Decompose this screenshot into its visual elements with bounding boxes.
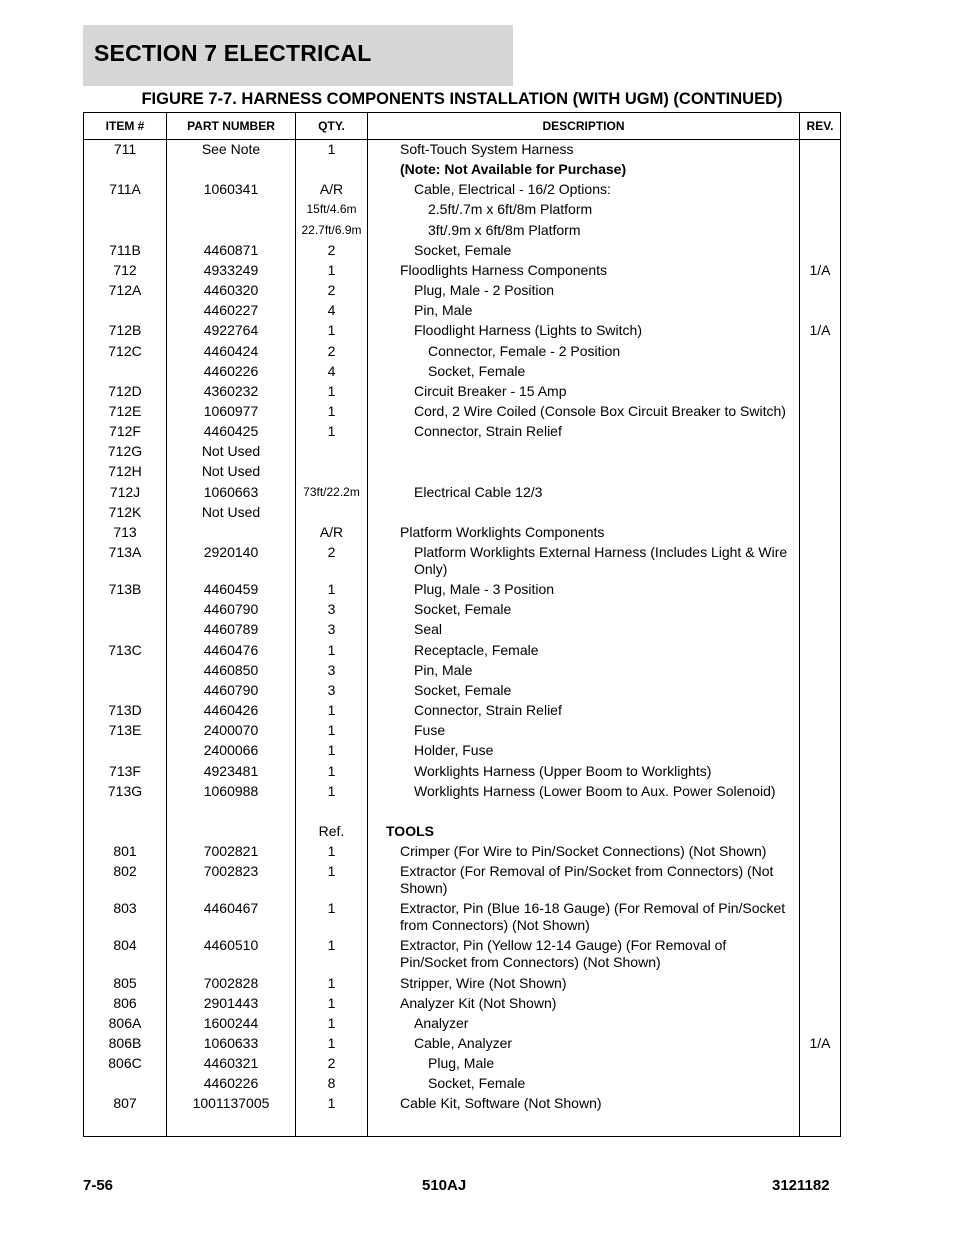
item-cell: 713B [108, 581, 142, 598]
qty-cell: 3 [327, 661, 336, 678]
part-number-cell: 4460424 [203, 342, 259, 359]
description-cell: Electrical Cable 12/3 [414, 483, 543, 500]
description-cell: Floodlights Harness Components [400, 261, 607, 278]
item-cell: 806A [108, 1014, 142, 1031]
item-cell: 713D [108, 702, 142, 719]
section-title: SECTION 7 ELECTRICAL [94, 40, 372, 66]
column-divider [367, 113, 368, 1136]
qty-cell: 2 [327, 282, 336, 299]
description-cell: Plug, Male - 3 Position [414, 581, 555, 598]
description-cell: Socket, Female [414, 241, 512, 258]
description-cell: Analyzer [414, 1014, 469, 1031]
qty-cell: 8 [327, 1075, 336, 1092]
description-cell: Cable, Electrical - 16/2 Options: [414, 181, 611, 198]
description-cell: Socket, Female [428, 362, 526, 379]
item-cell: 711 [113, 141, 137, 157]
part-number-cell: 1060663 [203, 483, 259, 500]
part-number-cell: 4460459 [203, 581, 259, 598]
description-cell: Socket, Female [428, 1075, 526, 1092]
qty-cell: 3 [327, 621, 336, 638]
part-number-cell: 2901443 [203, 994, 259, 1011]
qty-cell: 1 [327, 641, 336, 658]
qty-cell: 1 [327, 722, 336, 739]
item-cell: 713G [107, 782, 143, 799]
description-cell: Seal [414, 621, 443, 638]
part-number-cell: 7002821 [203, 842, 259, 859]
qty-cell: A/R [319, 523, 344, 540]
part-number-cell: 4460321 [203, 1055, 259, 1072]
part-number-cell: 4360232 [203, 382, 259, 399]
part-number-cell: 4460226 [203, 362, 259, 379]
item-cell: 712C [108, 342, 142, 359]
description-cell: Extractor (For Removal of Pin/Socket from Connectors) (Not Shown) [400, 863, 774, 897]
description-cell: 2.5ft/.7m x 6ft/8m Platform [428, 201, 593, 218]
part-number-cell: 2400066 [203, 742, 259, 759]
part-number-cell: 4460790 [203, 681, 259, 698]
qty-cell: 3 [327, 681, 336, 698]
qty-cell: 22.7ft/6.9m [301, 222, 362, 237]
item-cell: 712F [109, 423, 141, 440]
description-cell: TOOLS [386, 822, 434, 839]
item-cell: 712A [108, 282, 142, 299]
part-number-cell: 4933249 [203, 261, 259, 278]
qty-cell: 1 [327, 702, 336, 719]
part-number-cell: 4460320 [203, 282, 259, 299]
item-cell: 713E [108, 722, 142, 739]
document-number: 3121182 [772, 1177, 830, 1194]
item-cell: 713F [109, 762, 141, 779]
part-number-cell: 4460425 [203, 423, 259, 440]
part-number-cell: 1060633 [203, 1035, 259, 1051]
description-cell: (Note: Not Available for Purchase) [400, 161, 627, 178]
item-cell: 712 [113, 261, 137, 278]
description-cell: Floodlight Harness (Lights to Switch) [414, 322, 642, 339]
description-cell: Stripper, Wire (Not Shown) [400, 974, 567, 991]
part-number-cell: 4460226 [203, 1075, 259, 1092]
part-number-cell: 4922764 [203, 322, 259, 339]
item-cell: 803 [113, 900, 137, 917]
part-number-cell: Not Used [201, 443, 261, 460]
item-cell: 802 [113, 863, 137, 880]
qty-cell: 1 [327, 322, 336, 339]
description-cell: Extractor, Pin (Blue 16-18 Gauge) (For Removal of Pin/Socket from Connectors) (Not Shown) [400, 900, 786, 934]
part-number-cell: 4460510 [203, 937, 259, 954]
description-cell: Plug, Male [428, 1055, 495, 1072]
qty-cell: 1 [327, 974, 336, 991]
item-cell: 712K [108, 503, 142, 520]
qty-cell: 1 [327, 1095, 336, 1112]
qty-cell: 1 [327, 402, 336, 419]
qty-cell: 1 [327, 141, 336, 157]
qty-cell: 1 [327, 423, 336, 440]
column-header-rev: REV. [806, 119, 834, 133]
column-header-qty: QTY. [318, 119, 345, 133]
qty-cell: Ref. [318, 822, 345, 839]
item-cell: 805 [113, 974, 137, 991]
rev-cell: 1/A [809, 261, 831, 278]
description-cell: Cable, Analyzer [414, 1035, 513, 1051]
qty-cell: 1 [327, 1035, 336, 1051]
column-header-description: DESCRIPTION [542, 119, 625, 133]
item-cell: 712H [108, 463, 142, 480]
part-number-cell: 1060977 [203, 402, 259, 419]
rev-cell: 1/A [809, 1035, 831, 1051]
description-cell: Connector, Strain Relief [414, 423, 562, 440]
description-cell: Socket, Female [414, 681, 512, 698]
item-cell: 804 [113, 937, 137, 954]
description-cell: Platform Worklights Components [400, 523, 605, 540]
description-cell: Analyzer Kit (Not Shown) [400, 994, 557, 1011]
qty-cell: 15ft/4.6m [306, 202, 357, 217]
item-cell: 712J [109, 483, 141, 500]
item-cell: 801 [113, 842, 137, 859]
page-number: 7-56 [83, 1177, 114, 1194]
column-header-item: ITEM # [105, 119, 145, 133]
description-cell: Connector, Strain Relief [414, 702, 562, 719]
description-cell: Receptacle, Female [414, 641, 539, 658]
part-number-cell: Not Used [201, 503, 261, 520]
figure-title: FIGURE 7-7. HARNESS COMPONENTS INSTALLATION (WITH UGM) (CONTINUED) [141, 90, 783, 108]
part-number-cell: 1001137005 [192, 1095, 270, 1112]
qty-cell: 1 [327, 863, 336, 880]
item-cell: 713A [108, 544, 142, 560]
qty-cell: 2 [327, 241, 336, 258]
qty-cell: 73ft/22.2m [303, 484, 360, 499]
part-number-cell: See Note [201, 141, 261, 157]
part-number-cell: 4923481 [203, 762, 259, 779]
qty-cell: 1 [327, 1014, 336, 1031]
qty-cell: A/R [319, 181, 344, 198]
qty-cell: 4 [327, 302, 336, 319]
model-name: 510AJ [422, 1177, 467, 1194]
description-cell: Circuit Breaker - 15 Amp [414, 382, 567, 399]
item-cell: 712B [108, 322, 142, 339]
description-cell: Platform Worklights External Harness (Includes Light & Wire Only) [414, 544, 788, 577]
part-number-cell: 1600244 [203, 1014, 259, 1031]
description-cell: 3ft/.9m x 6ft/8m Platform [428, 221, 581, 238]
description-cell: Holder, Fuse [414, 742, 494, 759]
qty-cell: 3 [327, 601, 336, 618]
item-cell: 806 [113, 994, 137, 1011]
item-cell: 713C [108, 641, 142, 658]
item-cell: 713 [113, 523, 137, 540]
part-number-cell: 4460227 [203, 302, 259, 319]
item-cell: 712D [108, 382, 142, 399]
description-cell: Extractor, Pin (Yellow 12-14 Gauge) (For Removal of Pin/Socket from Connectors) (Not Shown) [400, 937, 727, 971]
qty-cell: 1 [327, 900, 336, 917]
description-cell: Worklights Harness (Upper Boom to Worklights) [414, 762, 712, 779]
part-number-cell: 4460871 [203, 241, 259, 258]
description-cell: Crimper (For Wire to Pin/Socket Connections) (Not Shown) [400, 842, 767, 859]
description-cell: Connector, Female - 2 Position [428, 342, 621, 359]
item-cell: 807 [113, 1095, 137, 1112]
item-cell: 711A [109, 181, 141, 198]
qty-cell: 2 [327, 544, 336, 560]
part-number-cell: 2400070 [203, 722, 259, 739]
description-cell: Fuse [414, 722, 446, 739]
item-cell: 806C [108, 1055, 142, 1072]
part-number-cell: 4460790 [203, 601, 259, 618]
item-cell: 806B [108, 1035, 142, 1051]
part-number-cell: 7002823 [203, 863, 259, 880]
part-number-cell: 2920140 [203, 544, 259, 560]
column-header-part-number: PART NUMBER [187, 119, 275, 133]
qty-cell: 1 [327, 382, 336, 399]
description-cell: Pin, Male [414, 302, 473, 319]
description-cell: Pin, Male [414, 661, 473, 678]
description-cell: Socket, Female [414, 601, 512, 618]
qty-cell: 1 [327, 581, 336, 598]
item-cell: 711B [109, 241, 141, 258]
header-divider [84, 139, 840, 140]
part-number-cell: 1060988 [203, 782, 259, 799]
qty-cell: 4 [327, 362, 336, 379]
item-cell: 712G [107, 443, 143, 460]
qty-cell: 1 [327, 782, 336, 799]
part-number-cell: 4460426 [203, 702, 259, 719]
part-number-cell: 4460789 [203, 621, 259, 638]
part-number-cell: 4460467 [203, 900, 259, 917]
part-number-cell: 4460476 [203, 641, 259, 658]
qty-cell: 1 [327, 261, 336, 278]
description-cell: Soft-Touch System Harness [400, 141, 574, 157]
rev-cell: 1/A [809, 322, 831, 339]
qty-cell: 1 [327, 937, 336, 954]
description-cell: Cord, 2 Wire Coiled (Console Box Circuit Breaker to Switch) [414, 402, 786, 419]
qty-cell: 1 [327, 842, 336, 859]
qty-cell: 1 [327, 994, 336, 1011]
qty-cell: 1 [327, 762, 336, 779]
description-cell: Worklights Harness (Lower Boom to Aux. Power Solenoid) [414, 782, 776, 799]
item-cell: 712E [108, 402, 142, 419]
part-number-cell: 1060341 [203, 181, 259, 198]
parts-table [83, 112, 841, 1137]
qty-cell: 1 [327, 742, 336, 759]
qty-cell: 2 [327, 1055, 336, 1072]
part-number-cell: 7002828 [203, 974, 259, 991]
part-number-cell: 4460850 [203, 661, 259, 678]
description-cell: Cable Kit, Software (Not Shown) [400, 1095, 602, 1112]
part-number-cell: Not Used [201, 463, 261, 480]
description-cell: Plug, Male - 2 Position [414, 282, 555, 299]
qty-cell: 2 [327, 342, 336, 359]
